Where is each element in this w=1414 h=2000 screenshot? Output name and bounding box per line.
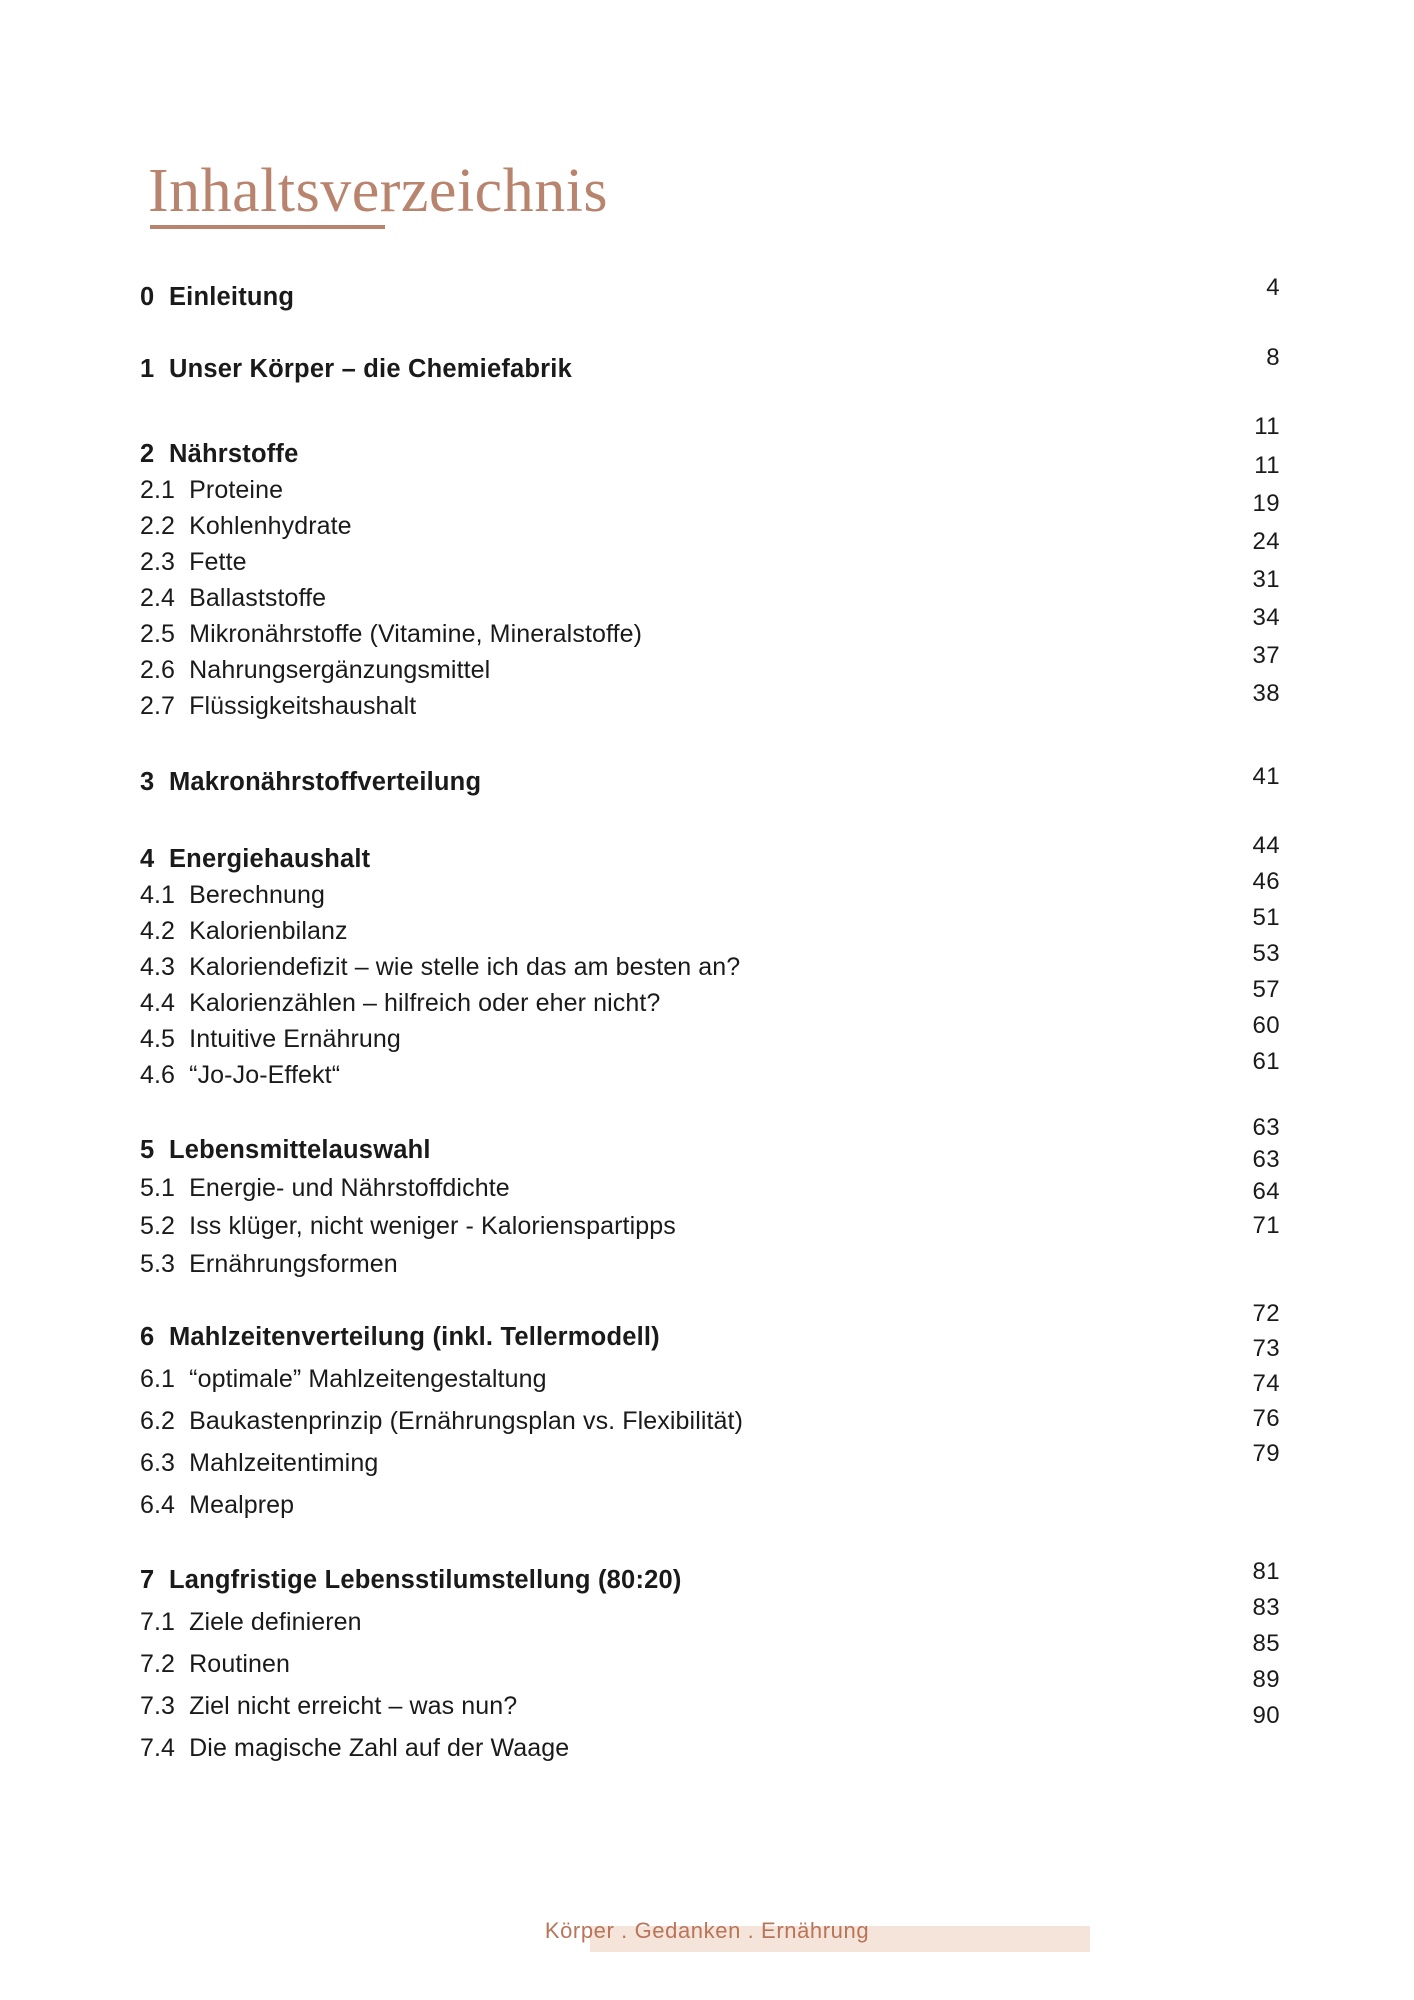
toc-entry-label: Nährstoffe [168,440,299,468]
toc-page-number[interactable]: 81 [1252,1558,1280,1585]
toc-page-number[interactable]: 63 [1252,1146,1280,1173]
toc-entry-label: Die magische Zahl auf der Waage [189,1734,570,1762]
toc-entry-gap [175,1174,189,1202]
toc-section-entry[interactable] [140,656,490,685]
toc-page-number[interactable]: 11 [1254,413,1280,440]
toc-entry-label: Unser Körper – die Chemiefabrik [168,355,572,383]
toc-entry-label: Lebensmittelauswahl [168,1136,431,1164]
toc-chapter-entry[interactable] [140,440,298,469]
toc-entry-gap [175,476,189,504]
toc-page-number[interactable]: 31 [1252,566,1280,593]
toc-entry-gap [175,1692,189,1720]
toc-entry-label: Ziel nicht erreicht – was nun? [189,1692,518,1720]
toc-entry-label: Ziele definieren [189,1608,362,1636]
toc-entry-label: Fette [189,548,247,576]
toc-entry-label: Berechnung [189,881,325,909]
toc-page-number[interactable]: 60 [1252,1012,1280,1039]
toc-section-entry[interactable] [140,1650,290,1679]
toc-entry-gap [175,1734,189,1762]
toc-entry-number: 6.4 [140,1491,176,1519]
toc-entry-gap [175,1449,189,1477]
toc-entry-label: Kohlenhydrate [189,512,352,540]
toc-entry-gap [154,845,169,873]
toc-page-number[interactable]: 57 [1252,976,1280,1003]
toc-page-number[interactable]: 41 [1252,763,1280,790]
toc-entry-number: 5 [140,1136,155,1164]
toc-page-number[interactable]: 8 [1266,344,1280,371]
toc-page-number[interactable]: 44 [1252,832,1280,859]
toc-page-number[interactable]: 71 [1252,1212,1280,1239]
toc-entry-label: Energiehaushalt [168,845,371,873]
toc-entry-number: 2.2 [140,512,176,540]
toc-page-number[interactable]: 34 [1252,604,1280,631]
toc-section-entry[interactable] [140,1734,569,1763]
toc-section-entry[interactable] [140,476,283,505]
toc-entry-label: Kaloriendefizit – wie stelle ich das am besten an? [189,953,741,981]
toc-entry-label: Ballaststoffe [189,584,327,612]
toc-page-number[interactable]: 79 [1252,1440,1280,1467]
toc-entry-number: 5.1 [140,1174,176,1202]
toc-section-entry[interactable] [140,548,247,577]
toc-entry-number: 2.5 [140,620,176,648]
toc-section-entry[interactable] [140,1061,340,1090]
toc-entry-gap [175,692,189,720]
toc-entry-label: Mahlzeitentiming [189,1449,379,1477]
toc-entry-gap [175,1250,189,1278]
toc-entry-gap [175,1407,189,1435]
toc-entry-gap [154,1323,169,1351]
toc-entry-number: 6 [140,1323,155,1351]
toc-page-number[interactable]: 89 [1252,1666,1280,1693]
toc-entry-gap [175,1365,189,1393]
toc-entry-label: “Jo-Jo-Effekt“ [189,1061,341,1089]
page-title: Inhaltsverzeichnis [148,156,609,225]
toc-entry-number: 5.2 [140,1212,176,1240]
toc-entry-gap [154,1136,169,1164]
toc-page-number[interactable]: 38 [1252,680,1280,707]
toc-entry-label: Kalorienzählen – hilfreich oder eher nicht? [189,989,661,1017]
toc-entry-label: Flüssigkeitshaushalt [189,692,417,720]
toc-entry-number: 7.1 [140,1608,176,1636]
toc-entry-gap [154,1566,169,1594]
toc-chapter-entry[interactable] [140,283,294,312]
toc-section-entry[interactable] [140,1025,401,1054]
toc-entry-label: Einleitung [168,283,295,311]
toc-section-entry[interactable] [140,1692,517,1721]
toc-entry-gap [175,1650,189,1678]
toc-entry-number: 6.1 [140,1365,176,1393]
toc-entry-number: 3 [140,768,155,796]
toc-entry-gap [175,1491,189,1519]
toc-page-number[interactable]: 46 [1252,868,1280,895]
toc-section-entry[interactable] [140,917,348,946]
toc-section-entry[interactable] [140,1407,743,1436]
toc-page-number[interactable]: 72 [1252,1300,1280,1327]
toc-section-entry[interactable] [140,1174,510,1203]
toc-entry-gap [175,620,189,648]
toc-entry-number: 6.3 [140,1449,176,1477]
toc-chapter-entry[interactable] [140,768,481,797]
toc-page-number[interactable]: 11 [1254,452,1280,479]
toc-entry-gap [175,512,189,540]
toc-entry-number: 7.4 [140,1734,176,1762]
toc-section-entry[interactable] [140,1365,547,1394]
toc-chapter-entry[interactable] [140,1566,682,1595]
toc-entry-label: Iss klüger, nicht weniger - Kalorienspartipps [189,1212,676,1240]
toc-entry-number: 7 [140,1566,155,1594]
toc-entry-gap [175,989,189,1017]
toc-entry-gap [175,1061,189,1089]
toc-page-number[interactable]: 76 [1252,1405,1280,1432]
toc-entry-label: Proteine [189,476,284,504]
toc-entry-number: 2.1 [140,476,176,504]
toc-entry-gap [175,1608,189,1636]
toc-entry-gap [175,584,189,612]
toc-chapter-entry[interactable] [140,355,572,384]
toc-section-entry[interactable] [140,692,416,721]
toc-page-number[interactable]: 53 [1252,940,1280,967]
toc-page-number[interactable]: 74 [1252,1370,1280,1397]
toc-page-number[interactable]: 83 [1252,1594,1280,1621]
toc-entry-number: 2.3 [140,548,176,576]
toc-page-number[interactable]: 37 [1252,642,1280,669]
toc-entry-number: 1 [140,355,155,383]
toc-page-number[interactable]: 63 [1252,1114,1280,1141]
toc-entry-number: 2.4 [140,584,176,612]
toc-entry-gap [154,355,169,383]
toc-entry-gap [154,768,169,796]
toc-page-number[interactable]: 51 [1252,904,1280,931]
toc-page-number[interactable]: 85 [1252,1630,1280,1657]
toc-entry-number: 4.3 [140,953,176,981]
toc-entry-label: Makronährstoffverteilung [168,768,482,796]
toc-entry-number: 7.2 [140,1650,176,1678]
toc-section-entry[interactable] [140,512,352,541]
toc-entry-label: Intuitive Ernährung [189,1025,401,1053]
toc-section-entry[interactable] [140,1449,378,1478]
toc-entry-number: 6.2 [140,1407,176,1435]
toc-entry-number: 2.6 [140,656,176,684]
toc-entry-number: 2.7 [140,692,176,720]
toc-entry-number: 4.1 [140,881,176,909]
toc-entry-gap [175,1212,189,1240]
toc-section-entry[interactable] [140,881,325,910]
toc-entry-label: “optimale” Mahlzeitengestaltung [189,1365,547,1393]
toc-entry-number: 4 [140,845,155,873]
toc-chapter-entry[interactable] [140,1323,660,1352]
toc-entry-gap [154,440,169,468]
toc-entry-label: Nahrungsergänzungsmittel [189,656,491,684]
toc-section-entry[interactable] [140,584,326,613]
toc-entry-label: Langfristige Lebensstilumstellung (80:20) [168,1566,682,1594]
toc-entry-number: 0 [140,283,155,311]
toc-entry-number: 4.2 [140,917,176,945]
toc-page-number[interactable]: 61 [1252,1048,1280,1075]
toc-entry-gap [175,917,189,945]
toc-page-number[interactable]: 24 [1252,528,1280,555]
toc-chapter-entry[interactable] [140,1136,431,1165]
toc-entry-number: 5.3 [140,1250,176,1278]
toc-entry-label: Mikronährstoffe (Vitamine, Mineralstoffe) [189,620,643,648]
toc-section-entry[interactable] [140,1491,294,1520]
toc-page-number[interactable]: 90 [1252,1702,1280,1729]
toc-section-entry[interactable] [140,1250,398,1279]
toc-entry-gap [175,953,189,981]
toc-entry-gap [175,656,189,684]
toc-entry-number: 4.5 [140,1025,176,1053]
toc-entry-number: 4.6 [140,1061,176,1089]
toc-entry-gap [175,548,189,576]
toc-chapter-entry[interactable] [140,845,370,874]
toc-section-entry[interactable] [140,1212,676,1241]
toc-section-entry[interactable] [140,953,740,982]
toc-entry-gap [154,283,169,311]
toc-section-entry[interactable] [140,1608,362,1637]
toc-entry-number: 7.3 [140,1692,176,1720]
toc-section-entry[interactable] [140,989,660,1018]
toc-entry-label: Mahlzeitenverteilung (inkl. Tellermodell) [168,1323,660,1351]
toc-entry-label: Ernährungsformen [189,1250,398,1278]
toc-page-number[interactable]: 73 [1252,1335,1280,1362]
toc-entry-gap [175,1025,189,1053]
toc-entry-label: Mealprep [189,1491,295,1519]
toc-entry-gap [175,881,189,909]
toc-page-number[interactable]: 64 [1252,1178,1280,1205]
toc-entry-label: Routinen [189,1650,291,1678]
toc-page-number[interactable]: 4 [1266,274,1280,301]
toc-entry-number: 2 [140,440,155,468]
toc-section-entry[interactable] [140,620,642,649]
toc-entry-label: Kalorienbilanz [189,917,348,945]
toc-entry-label: Baukastenprinzip (Ernährungsplan vs. Flexibilität) [189,1407,744,1435]
toc-entry-label: Energie- und Nährstoffdichte [189,1174,510,1202]
footer-text: Körper . Gedanken . Ernährung [544,1918,870,1943]
toc-entry-number: 4.4 [140,989,176,1017]
toc-page-number[interactable]: 19 [1252,490,1280,517]
